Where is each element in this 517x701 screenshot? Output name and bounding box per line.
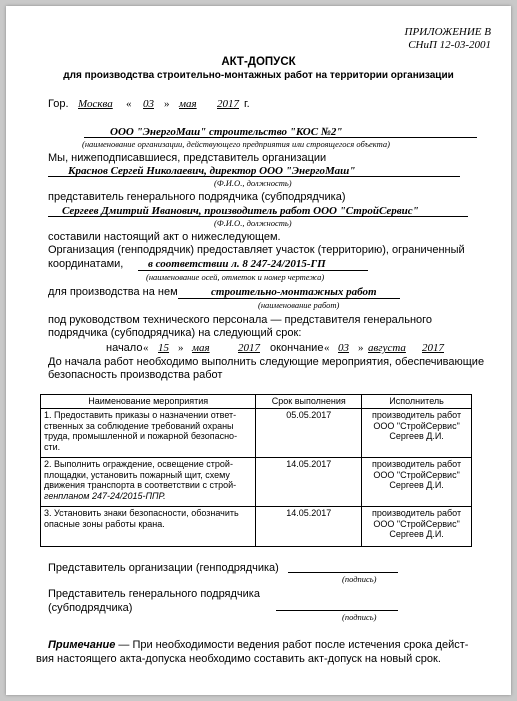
measure-text: опасные зоны работы крана. <box>44 518 165 529</box>
executor-text: производитель работ <box>372 508 462 518</box>
area-caption: (наименование осей, отметок и номер чертежа) <box>146 272 325 282</box>
date-month: мая <box>179 98 197 110</box>
executor-text: Сергеев Д.И. <box>389 529 444 539</box>
measure-cell <box>41 458 256 507</box>
organization-caption: (наименование организации, действующего предприятия или строящегося объекта) <box>82 139 390 149</box>
sign2-line2: (субподрядчика) <box>48 602 133 614</box>
organization-name: ООО "ЭнергоМаш" строительство "КОС №2" <box>110 126 343 138</box>
sign2-line <box>276 610 398 611</box>
measure-text: 1. Предоставить приказы о назначении ответ- <box>44 410 237 420</box>
measure-text: труда, промышленной и пожарной безопасно- <box>44 431 238 441</box>
area-line <box>138 270 368 271</box>
term-end-day: 03 <box>338 342 349 354</box>
contractor-caption: (Ф.И.О., должность) <box>214 218 292 228</box>
sign2-line1: Представитель генерального подрядчика <box>48 588 260 600</box>
area-line1: Организация (генподрядчик) предоставляет участок (территорию), ограниченный <box>48 244 465 256</box>
quote-close: » <box>178 342 184 354</box>
measure-text: ственных за соблюдение требований охраны <box>44 420 234 431</box>
before-line1: До начала работ необходимо выполнить следующие мероприятия, обеспечивающие <box>48 356 485 368</box>
executor-cell <box>362 458 472 507</box>
table-header-row <box>41 395 472 409</box>
signed-text: Мы, нижеподписавшиеся, представитель организации <box>48 152 327 164</box>
sign1-label: Представитель организации (генподрядчика) <box>48 562 279 574</box>
header-executor: Исполнитель <box>362 395 472 409</box>
guidance-line2: подрядчика (субподрядчика) на следующий срок: <box>48 327 302 339</box>
works-prefix: для производства на нем <box>48 286 178 298</box>
measure-text: площадки, установить пожарный щит, схему <box>44 469 230 480</box>
appendix-standard: СНиП 12-03-2001 <box>408 39 491 51</box>
term-end-year: 2017 <box>422 342 444 354</box>
term-start-year: 2017 <box>238 342 260 354</box>
before-line2: безопасность производства работ <box>48 369 223 381</box>
executor-text: производитель работ <box>372 459 462 469</box>
term-start-day: 15 <box>158 342 169 354</box>
note-text: — При необходимости ведения работ после истечения срока дейст- <box>115 639 469 651</box>
deadline-cell: 14.05.2017 <box>256 458 362 507</box>
document-title: АКТ-ДОПУСК <box>221 56 296 68</box>
table-row <box>41 507 472 547</box>
measure-text: движения транспорта в соответствии с строй- <box>44 480 237 490</box>
executor-text: Сергеев Д.И. <box>389 431 444 441</box>
measure-text: 3. Установить знаки безопасности, обозначить <box>44 508 239 518</box>
sign1-line <box>288 572 398 573</box>
sign2-caption: (подпись) <box>342 612 377 622</box>
area-prefix: координатами, <box>48 258 124 270</box>
measure-text: 2. Выполнить ограждение, освещение строй- <box>44 459 233 469</box>
measures-table <box>40 394 472 547</box>
works-caption: (наименование работ) <box>258 300 340 310</box>
note-line2: вия настоящего акта-допуска необходимо составить акт-допуск на новый срок. <box>36 653 441 665</box>
term-end-label: окончание <box>270 342 324 354</box>
quote-open: « <box>126 98 132 110</box>
term-start-month: мая <box>192 342 210 354</box>
note-label: Примечание <box>48 639 116 651</box>
deadline-cell: 05.05.2017 <box>256 409 362 458</box>
quote-open: « <box>324 342 330 354</box>
term-end-month: августа <box>368 342 406 354</box>
header-measure: Наименование мероприятия <box>41 395 256 409</box>
sign1-caption: (подпись) <box>342 574 377 584</box>
contractor-text: представитель генерального подрядчика (субподрядчика) <box>48 191 346 203</box>
table-row <box>41 458 472 507</box>
executor-text: Сергеев Д.И. <box>389 480 444 490</box>
date-year: 2017 <box>217 98 239 110</box>
deadline-cell: 14.05.2017 <box>256 507 362 547</box>
document-subtitle: для производства строительно-монтажных работ на территории организации <box>63 70 454 81</box>
city-prefix: Гор. <box>48 98 69 110</box>
signed-caption: (Ф.И.О., должность) <box>214 178 292 188</box>
note-line1 <box>48 639 468 651</box>
executor-text: ООО "СтройСервис" <box>373 469 460 480</box>
executor-cell <box>362 507 472 547</box>
executor-text: ООО "СтройСервис" <box>373 518 460 529</box>
executor-text: ООО "СтройСервис" <box>373 420 460 431</box>
executor-text: производитель работ <box>372 410 462 420</box>
measure-cell <box>41 507 256 547</box>
quote-close: » <box>358 342 364 354</box>
measure-text: генпланом 247-24/2015-ППР. <box>44 490 166 501</box>
appendix-label: ПРИЛОЖЕНИЕ В <box>404 26 491 38</box>
city-name: Москва <box>78 98 113 110</box>
header-deadline: Срок выполнения <box>256 395 362 409</box>
year-suffix: г. <box>244 98 250 110</box>
signed-person: Краснов Сергей Николаевич, директор ООО "ЭнергоМаш" <box>68 165 356 177</box>
quote-open: « <box>143 342 149 354</box>
date-day: 03 <box>143 98 154 110</box>
works-line <box>178 298 400 299</box>
contractor-person: Сергеев Дмитрий Иванович, производитель работ ООО "СтройСервис" <box>62 205 419 217</box>
area-value: в соответствии л. 8 247-24/2015-ГП <box>148 258 326 270</box>
works-value: строительно-монтажных работ <box>211 286 377 298</box>
document-page <box>6 6 511 695</box>
measure-cell <box>41 409 256 458</box>
executor-cell <box>362 409 472 458</box>
term-start-label: начало <box>106 342 143 354</box>
table-row <box>41 409 472 458</box>
measure-text: сти. <box>44 441 61 452</box>
compiled-text: составили настоящий акт о нижеследующем. <box>48 231 281 243</box>
quote-close: » <box>164 98 170 110</box>
guidance-line1: под руководством технического персонала — представителя генерального <box>48 314 433 326</box>
